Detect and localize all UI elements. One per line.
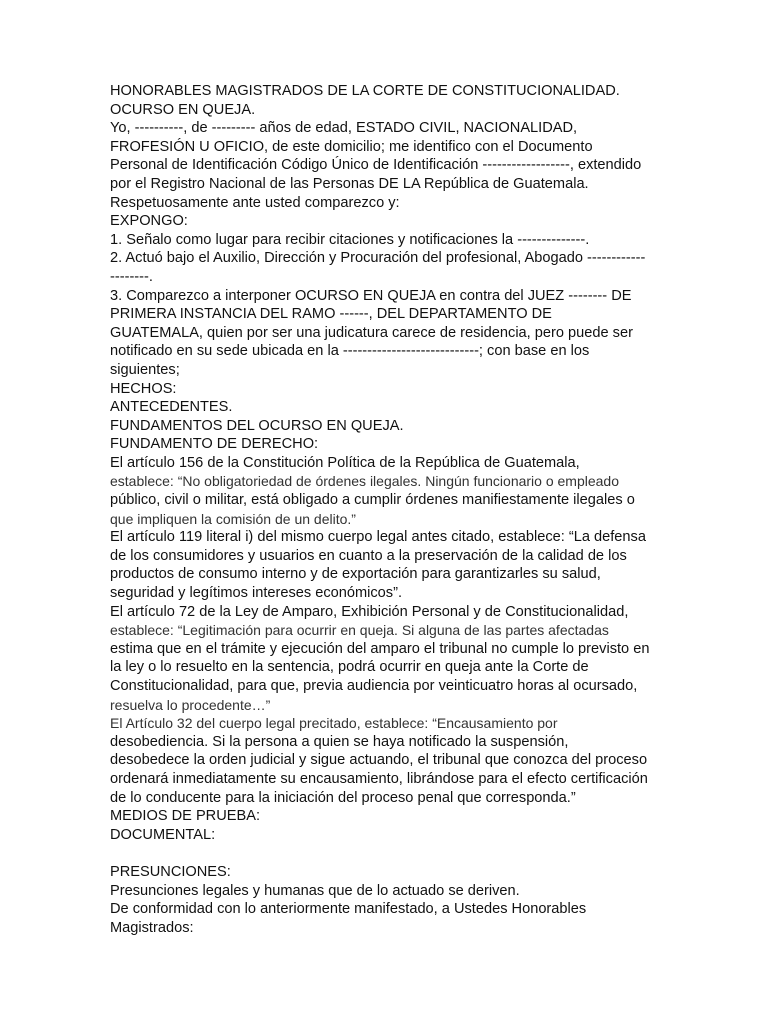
document-title: HONORABLES MAGISTRADOS DE LA CORTE DE CONSTITUCIONALIDAD. [110, 83, 620, 99]
quoted-text-line: establece: “No obligatoriedad de órdenes ilegales. Ningún funcionario o empleado [110, 473, 620, 490]
text-line: desobedece la orden judicial y sigue actuando, el tribunal que conozca del proceso [110, 752, 648, 769]
section-heading: MEDIOS DE PRUEBA: [110, 808, 261, 825]
text-line: Magistrados: [110, 919, 194, 936]
text-line: Constitucionalidad, para que, previa audiencia por veinticuatro horas al ocursado, [110, 678, 638, 694]
quoted-text-line: resuelva lo procedente…” [110, 696, 271, 713]
text-line: El artículo 119 literal i) del mismo cuerpo legal antes citado, establece: “La defensa [110, 529, 646, 546]
quoted-text-line: que impliquen la comisión de un delito.” [110, 510, 356, 527]
text-line: 2. Actuó bajo el Auxilio, Dirección y Procuración del profesional, Abogado ------------ [110, 250, 646, 267]
text-line: estima que en el trámite y ejecución del amparo el tribunal no cumple lo previsto en [110, 640, 650, 657]
text-line: notificado en su sede ubicada en la ----------------------------; con base en los [110, 343, 590, 360]
quoted-text-line: El Artículo 32 del cuerpo legal precitado, establece: “Encausamiento por [110, 715, 558, 732]
text-line: Presunciones legales y humanas que de lo actuado se deriven. [110, 882, 520, 899]
section-heading: EXPONGO: [110, 213, 188, 230]
text-line: seguridad y legítimos intereses económicos”. [110, 585, 403, 602]
section-heading: ANTECEDENTES. [110, 399, 233, 416]
text-line: desobediencia. Si la persona a quien se haya notificado la suspensión, [110, 733, 569, 750]
text-line: El artículo 72 de la Ley de Amparo, Exhibición Personal y de Constitucionalidad, [110, 603, 629, 620]
text-line: --------. [110, 268, 153, 285]
text-line: productos de consumo interno y de exportación para garantizarles su salud, [110, 566, 601, 583]
text-line: El artículo 156 de la Constitución Política de la República de Guatemala, [110, 454, 580, 471]
section-heading: HECHOS: [110, 380, 177, 397]
text-line: 1. Señalo como lugar para recibir citaciones y notificaciones la --------------. [110, 231, 590, 248]
text-line: ordenará inmediatamente su encausamiento, librándose para el efecto certificación [110, 770, 648, 787]
blank-line [110, 844, 662, 863]
document-subtitle: OCURSO EN QUEJA. [110, 101, 256, 118]
text-line: Yo, ----------, de --------- años de edad, ESTADO CIVIL, NACIONALIDAD, [110, 120, 578, 137]
text-line: De conformidad con lo anteriormente manifestado, a Ustedes Honorables [110, 901, 587, 918]
section-heading: FUNDAMENTO DE DERECHO: [110, 436, 319, 453]
text-line: GUATEMALA, quien por ser una judicatura carece de residencia, pero puede ser [110, 324, 633, 341]
document-body [110, 82, 662, 937]
text-line: por el Registro Nacional de las Personas DE LA República de Guatemala. [110, 175, 589, 192]
text-line: de lo conducente para la iniciación del proceso penal que corresponda.” [110, 789, 576, 806]
text-line: la ley o lo resuelto en la sentencia, podrá ocurrir en queja ante la Corte de [110, 659, 589, 676]
quoted-text-line: establece: “Legitimación para ocurrir en queja. Si alguna de las partes afectadas [110, 622, 609, 639]
section-heading: PRESUNCIONES: [110, 863, 231, 880]
text-line: público, civil o militar, está obligado a cumplir órdenes manifiestamente ilegales o [110, 492, 635, 509]
text-line: FROFESIÓN U OFICIO, de este domicilio; me identifico con el Documento [110, 138, 593, 155]
text-line: PRIMERA INSTANCIA DEL RAMO ------, DEL DEPARTAMENTO DE [110, 306, 552, 323]
text-line: siguientes; [110, 361, 180, 378]
text-line: de los consumidores y usuarios en cuanto a la preservación de la calidad de los [110, 547, 627, 564]
section-heading: DOCUMENTAL: [110, 826, 216, 843]
text-line: Personal de Identificación Código Único de Identificación ------------------, extendido [110, 157, 642, 174]
text-line: 3. Comparezco a interponer OCURSO EN QUEJA en contra del JUEZ -------- DE [110, 287, 632, 304]
text-line: Respetuosamente ante usted comparezco y: [110, 194, 400, 211]
section-heading: FUNDAMENTOS DEL OCURSO EN QUEJA. [110, 417, 404, 434]
